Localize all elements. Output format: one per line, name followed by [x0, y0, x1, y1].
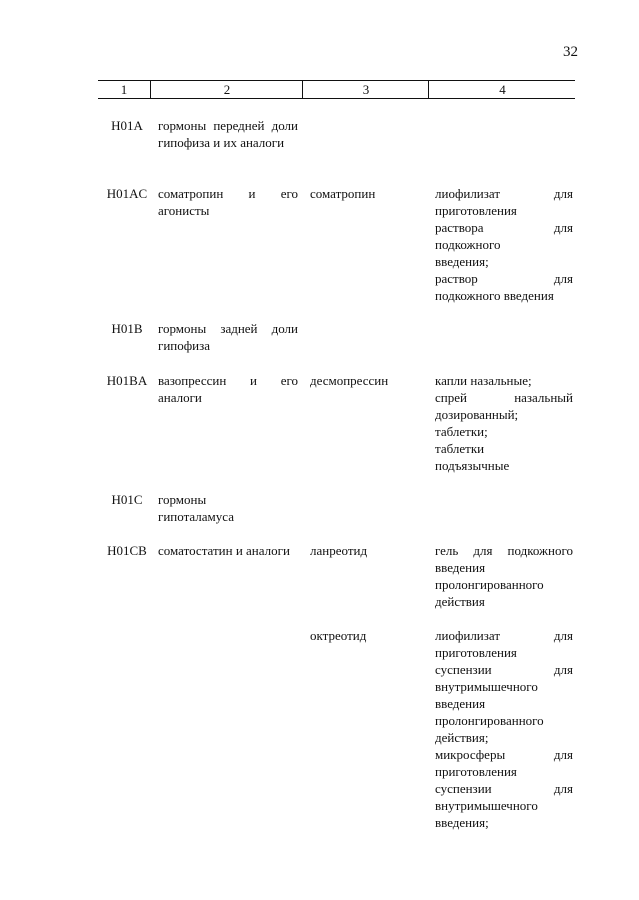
dosage-form-line: подкожного введения [435, 288, 554, 303]
header-cell-4: 4 [428, 81, 576, 98]
page-number: 32 [563, 44, 578, 60]
dosage-form-line: пролонгированного [435, 577, 544, 592]
dosage-form-line: внутримышечного [435, 798, 538, 813]
atc-code: H01B [111, 321, 143, 336]
atc-group-name: гормоны передней доли гипофиза и их аналоги [158, 118, 298, 150]
header-cell-3: 3 [302, 81, 429, 98]
header-cell-1: 1 [120, 82, 128, 97]
atc-code: H01CB [107, 543, 147, 558]
atc-code: H01BA [106, 373, 148, 388]
dosage-form-line: спрей назальный [435, 390, 573, 405]
dosage-form-line: раствор для [435, 271, 573, 286]
atc-code: H01A [111, 118, 143, 133]
atc-group-name: гормоны задней доли гипофиза [158, 321, 298, 353]
drug-name: октреотид [310, 628, 367, 643]
dosage-form-line: таблетки [435, 441, 485, 456]
dosage-forms [435, 627, 573, 831]
dosage-form-line: подкожного [435, 237, 501, 252]
dosage-form-line: действия [435, 594, 485, 609]
dosage-form-line: приготовления [435, 645, 517, 660]
dosage-form-line: введения [435, 696, 486, 711]
atc-code: H01C [111, 492, 143, 507]
dosage-form-line: введения; [435, 254, 489, 269]
header-cell-2: 2 [150, 81, 303, 98]
dosage-forms [435, 542, 573, 610]
drug-name: соматропин [310, 186, 376, 201]
dosage-form-line: раствора для [435, 220, 573, 235]
atc-code: H01AC [106, 186, 148, 201]
atc-group-name: соматостатин и аналоги [158, 543, 290, 558]
dosage-form-line: приготовления [435, 764, 517, 779]
dosage-form-line: суспензии для [435, 662, 573, 677]
dosage-form-line: пролонгированного [435, 713, 544, 728]
dosage-form-line: введения [435, 560, 486, 575]
dosage-form-line: таблетки; [435, 424, 488, 439]
atc-group-name: гормоны гипоталамуса [158, 492, 234, 524]
atc-group-name: соматропин и его агонисты [158, 186, 298, 218]
dosage-form-line: лиофилизат для [435, 186, 573, 201]
drug-name: ланреотид [310, 543, 368, 558]
dosage-form-line: гель для подкожного [435, 543, 573, 558]
dosage-forms [435, 372, 573, 474]
dosage-form-line: суспензии для [435, 781, 573, 796]
dosage-form-line: микросферы для [435, 747, 573, 762]
dosage-form-line: капли назальные; [435, 373, 532, 388]
dosage-form-line: подъязычные [435, 458, 510, 473]
dosage-form-line: действия; [435, 730, 489, 745]
drug-name: десмопрессин [310, 373, 389, 388]
dosage-form-line: внутримышечного [435, 679, 538, 694]
atc-group-name: вазопрессин и его аналоги [158, 373, 298, 405]
dosage-form-line: введения; [435, 815, 489, 830]
dosage-form-line: дозированный; [435, 407, 519, 422]
dosage-forms [435, 185, 573, 304]
table-header [98, 80, 575, 99]
dosage-form-line: лиофилизат для [435, 628, 573, 643]
dosage-form-line: приготовления [435, 203, 517, 218]
